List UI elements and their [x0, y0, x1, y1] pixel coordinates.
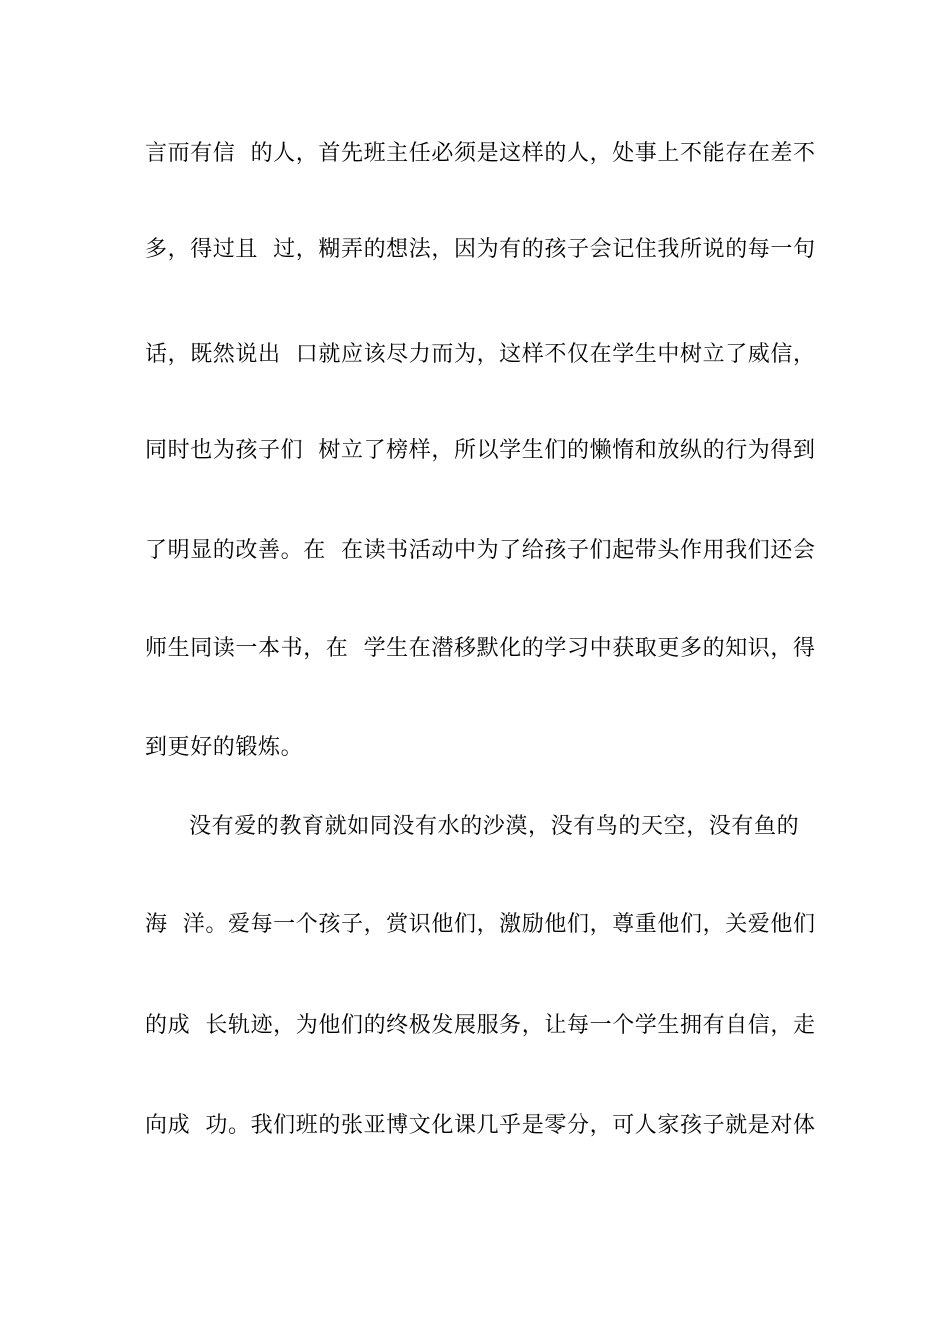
paragraph-1-line-1: 言而有信 的人，首先班主任必须是这样的人，处事上不能存在差不 [145, 141, 816, 166]
paragraph-1-line-3: 话，既然说出 口就应该尽力而为，这样不仅在学生中树立了威信， [145, 342, 816, 367]
paragraph-1-line-2: 多，得过且 过，糊弄的想法，因为有的孩子会记住我所说的每一句 [145, 237, 816, 262]
paragraph-1-line-6: 师生同读一本书，在 学生在潜移默化的学习中获取更多的知识，得 [145, 636, 816, 661]
paragraph-1-line-7: 到更好的锻炼。 [145, 735, 304, 760]
paragraph-2-line-3: 的成 长轨迹，为他们的终极发展服务，让每一个学生拥有自信，走 [145, 1013, 816, 1038]
paragraph-2-line-4: 向成 功。我们班的张亚博文化课几乎是零分，可人家孩子就是对体 [145, 1113, 816, 1138]
paragraph-1-line-5: 了明显的改善。在 在读书活动中为了给孩子们起带头作用我们还会 [145, 538, 816, 563]
paragraph-2-line-2: 海 洋。爱每一个孩子，赏识他们，激励他们，尊重他们，关爱他们 [145, 912, 816, 937]
paragraph-1-line-4: 同时也为孩子们 树立了榜样，所以学生们的懒惰和放纵的行为得到 [145, 438, 816, 463]
paragraph-2-line-1: 没有爱的教育就如同没有水的沙漠，没有鸟的天空，没有鱼的 [189, 814, 800, 839]
